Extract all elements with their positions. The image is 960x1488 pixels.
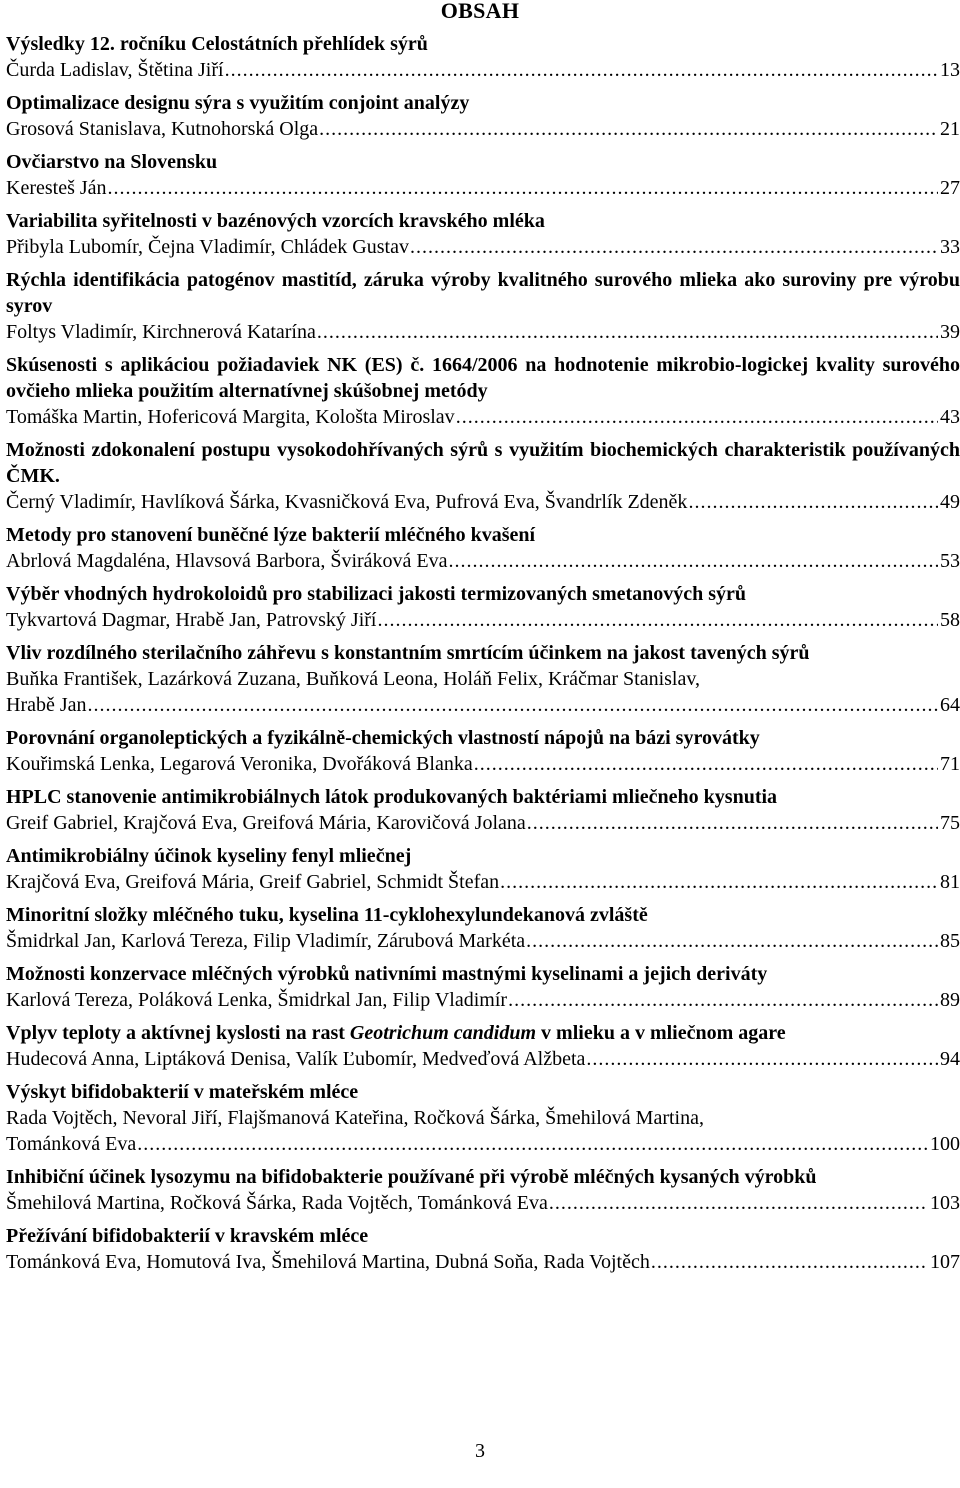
toc-entry-page-number: 75 <box>940 812 960 834</box>
dot-leader <box>410 234 938 260</box>
toc-entry-authors: Abrlová Magdaléna, Hlavsová Barbora, Šviráková Eva <box>6 550 448 572</box>
toc-entry <box>6 784 960 836</box>
toc-entry-authors-line <box>6 987 960 1013</box>
toc-entry-title: Možnosti zdokonalení postupu vysokodohřívaných sýrů s využitím biochemických charakteristik používaných ČMK. <box>6 439 960 487</box>
toc-entry-authors-line <box>6 234 960 260</box>
toc-entry <box>6 149 960 201</box>
toc-entry-title: Možnosti konzervace mléčných výrobků nativními mastnými kyselinami a jejich deriváty <box>6 963 768 985</box>
dot-leader <box>449 548 938 574</box>
toc-entry-title: Skúsenosti s aplikáciou požiadaviek NK (ES) č. 1664/2006 na hodnotenie mikrobio-logickej kvality surového ovčieho mlieka použitím alternatívnej skúšobnej metódy <box>6 354 960 402</box>
toc-entry-authors-line <box>6 1190 960 1216</box>
toc-entry-authors-line <box>6 928 960 954</box>
dot-leader <box>377 607 938 633</box>
toc-entry-title: Inhibiční účinek lysozymu na bifidobakterie používané při výrobě mléčných kysaných výrobků <box>6 1166 817 1188</box>
toc-entry-authors-line <box>6 57 960 83</box>
dot-leader <box>108 175 938 201</box>
toc-entry-authors: Čurda Ladislav, Štětina Jiří <box>6 59 224 81</box>
toc-entry-page-number: 58 <box>940 609 960 631</box>
toc-entry-title: Přežívání bifidobakterií v kravském mléce <box>6 1225 369 1247</box>
toc-entry-title: HPLC stanovenie antimikrobiálnych látok produkovaných baktériami mliečneho kysnutia <box>6 786 778 808</box>
toc-entry-authors-line <box>6 810 960 836</box>
toc-entry-page-number: 94 <box>940 1048 960 1070</box>
toc-entry-authors: Černý Vladimír, Havlíková Šárka, Kvasničková Eva, Pufrová Eva, Švandrlík Zdeněk <box>6 491 688 513</box>
toc-entry-authors-line <box>6 319 960 345</box>
dot-leader <box>651 1249 928 1275</box>
toc-entry <box>6 725 960 777</box>
page-number: 3 <box>475 1440 485 1462</box>
toc-entry-title: Antimikrobiálny účinok kyseliny fenyl mliečnej <box>6 845 412 867</box>
toc-entry <box>6 522 960 574</box>
toc-entry-authors: Grosová Stanislava, Kutnohorská Olga <box>6 118 319 140</box>
toc-entry-authors: Kouřimská Lenka, Legarová Veronika, Dvořáková Blanka <box>6 753 473 775</box>
toc-entry <box>6 90 960 142</box>
toc-entry-authors: Hrabě Jan <box>6 694 87 716</box>
toc-entry <box>6 640 960 718</box>
toc-entry-authors: Tomáška Martin, Hofericová Margita, Kološta Miroslav <box>6 406 455 428</box>
toc-entry-page-number: 85 <box>940 930 960 952</box>
toc-entry <box>6 961 960 1013</box>
dot-leader <box>225 57 938 83</box>
toc-entry-authors-line <box>6 1046 960 1072</box>
toc-entry <box>6 1079 960 1157</box>
toc-entry <box>6 437 960 515</box>
toc-entry-authors: Šmehilová Martina, Ročková Šárka, Rada Vojtěch, Tománková Eva <box>6 1192 548 1214</box>
toc-entry-authors: Foltys Vladimír, Kirchnerová Katarína <box>6 321 316 343</box>
toc-entry-authors: Tománková Eva, Homutová Iva, Šmehilová Martina, Dubná Soňa, Rada Vojtěch <box>6 1251 650 1273</box>
toc-entry-page-number: 27 <box>940 177 960 199</box>
toc-entry <box>6 1164 960 1216</box>
toc-entry-authors-line <box>6 607 960 633</box>
toc-entry-title: Metody pro stanovení buněčné lýze bakterií mléčného kvašení <box>6 524 536 546</box>
toc-entry-authors-line <box>6 489 960 515</box>
dot-leader <box>527 810 938 836</box>
toc-entry-page-number: 89 <box>940 989 960 1011</box>
dot-leader <box>319 116 938 142</box>
toc-entry-authors: Tykvartová Dagmar, Hrabě Jan, Patrovský Jiří <box>6 609 377 631</box>
toc-entry-title-part: Vplyv teploty a aktívnej kyslosti na rast <box>6 1022 350 1044</box>
page-heading: OBSAH <box>440 0 520 23</box>
toc-entry-title: Výsledky 12. ročníku Celostátních přehlídek sýrů <box>6 33 428 55</box>
toc-entry-authors-line <box>6 1131 960 1157</box>
toc-entry-authors-line <box>6 404 960 430</box>
toc-entry-page-number: 81 <box>940 871 960 893</box>
toc-entry-page-number: 64 <box>940 694 960 716</box>
toc-entry-authors-line <box>6 751 960 777</box>
toc-entry-authors: Šmidrkal Jan, Karlová Tereza, Filip Vladimír, Zárubová Markéta <box>6 930 526 952</box>
toc-entry-authors-line <box>6 869 960 895</box>
toc-entry-title <box>6 1020 960 1046</box>
toc-entry-authors: Hudecová Anna, Liptáková Denisa, Valík Ľubomír, Medveďová Alžbeta <box>6 1048 586 1070</box>
toc-entry-authors: Karlová Tereza, Poláková Lenka, Šmidrkal Jan, Filip Vladimír <box>6 989 508 1011</box>
dot-leader <box>549 1190 928 1216</box>
toc-entry-authors-first-line: Rada Vojtěch, Nevoral Jiří, Flajšmanová Kateřina, Ročková Šárka, Šmehilová Martina, <box>6 1107 704 1129</box>
toc-entry <box>6 31 960 83</box>
toc-entry <box>6 902 960 954</box>
toc-entry-page-number: 100 <box>930 1133 960 1155</box>
toc-entry <box>6 581 960 633</box>
toc-entry-authors-line <box>6 175 960 201</box>
toc-entry-authors: Krajčová Eva, Greifová Mária, Greif Gabriel, Schmidt Štefan <box>6 871 500 893</box>
toc-entry-page-number: 13 <box>940 59 960 81</box>
toc-entry-title: Výskyt bifidobakterií v mateřském mléce <box>6 1081 359 1103</box>
toc-entry-page-number: 49 <box>940 491 960 513</box>
toc-entry-authors-first-line: Buňka František, Lazárková Zuzana, Buňková Leona, Holáň Felix, Kráčmar Stanislav, <box>6 668 701 690</box>
toc-entry <box>6 352 960 430</box>
dot-leader <box>688 489 938 515</box>
toc-entry-title: Výběr vhodných hydrokoloidů pro stabilizaci jakosti termizovaných smetanových sýrů <box>6 583 747 605</box>
dot-leader <box>500 869 938 895</box>
toc-entry-title: Porovnání organoleptických a fyzikálně-chemických vlastností nápojů na bázi syrovátky <box>6 727 760 749</box>
toc-entry-title: Variabilita syřitelnosti v bazénových vzorcích kravského mléka <box>6 210 545 232</box>
toc-entry <box>6 1223 960 1275</box>
toc-entry-authors: Keresteš Ján <box>6 177 107 199</box>
dot-leader <box>88 692 938 718</box>
toc-entry-page-number: 107 <box>930 1251 960 1273</box>
toc-entry-title: Optimalizace designu sýra s využitím conjoint analýzy <box>6 92 470 114</box>
toc-entry-title-part: v mlieku a v mliečnom agare <box>536 1022 786 1044</box>
toc-entry-page-number: 39 <box>940 321 960 343</box>
toc-entry-authors-line <box>6 1249 960 1275</box>
toc-entry-title: Rýchla identifikácia patogénov mastitíd, záruka výroby kvalitného surového mlieka ako suroviny pre výrobu syrov <box>6 269 960 317</box>
toc-entry-page-number: 103 <box>930 1192 960 1214</box>
dot-leader <box>137 1131 928 1157</box>
toc-entry <box>6 267 960 345</box>
toc-entry-page-number: 43 <box>940 406 960 428</box>
toc-entry-title: Vliv rozdílného sterilačního záhřevu s konstantním smrtícím účinkem na jakost tavených sýrů <box>6 642 810 664</box>
dot-leader <box>317 319 938 345</box>
toc-entry-authors: Greif Gabriel, Krajčová Eva, Greifová Mária, Karovičová Jolana <box>6 812 526 834</box>
toc-entry-authors-line <box>6 548 960 574</box>
dot-leader <box>586 1046 938 1072</box>
toc-entry <box>6 1020 960 1072</box>
toc-entry-page-number: 21 <box>940 118 960 140</box>
toc-entry-title: Ovčiarstvo na Slovensku <box>6 151 218 173</box>
toc-entry-authors: Přibyla Lubomír, Čejna Vladimír, Chládek Gustav <box>6 236 409 258</box>
toc-entry-authors-line <box>6 692 960 718</box>
dot-leader <box>456 404 938 430</box>
toc-entry <box>6 843 960 895</box>
dot-leader <box>508 987 938 1013</box>
toc-entry <box>6 208 960 260</box>
toc-entry-page-number: 53 <box>940 550 960 572</box>
toc-entry-authors-line <box>6 116 960 142</box>
toc-entry-page-number: 71 <box>940 753 960 775</box>
toc-entry-title-italic: Geotrichum candidum <box>349 1022 537 1044</box>
toc-entry-authors: Tománková Eva <box>6 1133 137 1155</box>
dot-leader <box>526 928 938 954</box>
dot-leader <box>474 751 938 777</box>
table-of-contents <box>6 31 960 1282</box>
toc-entry-page-number: 33 <box>940 236 960 258</box>
toc-entry-title: Minoritní složky mléčného tuku, kyselina 11-cyklohexylundekanová zvláště <box>6 904 648 926</box>
